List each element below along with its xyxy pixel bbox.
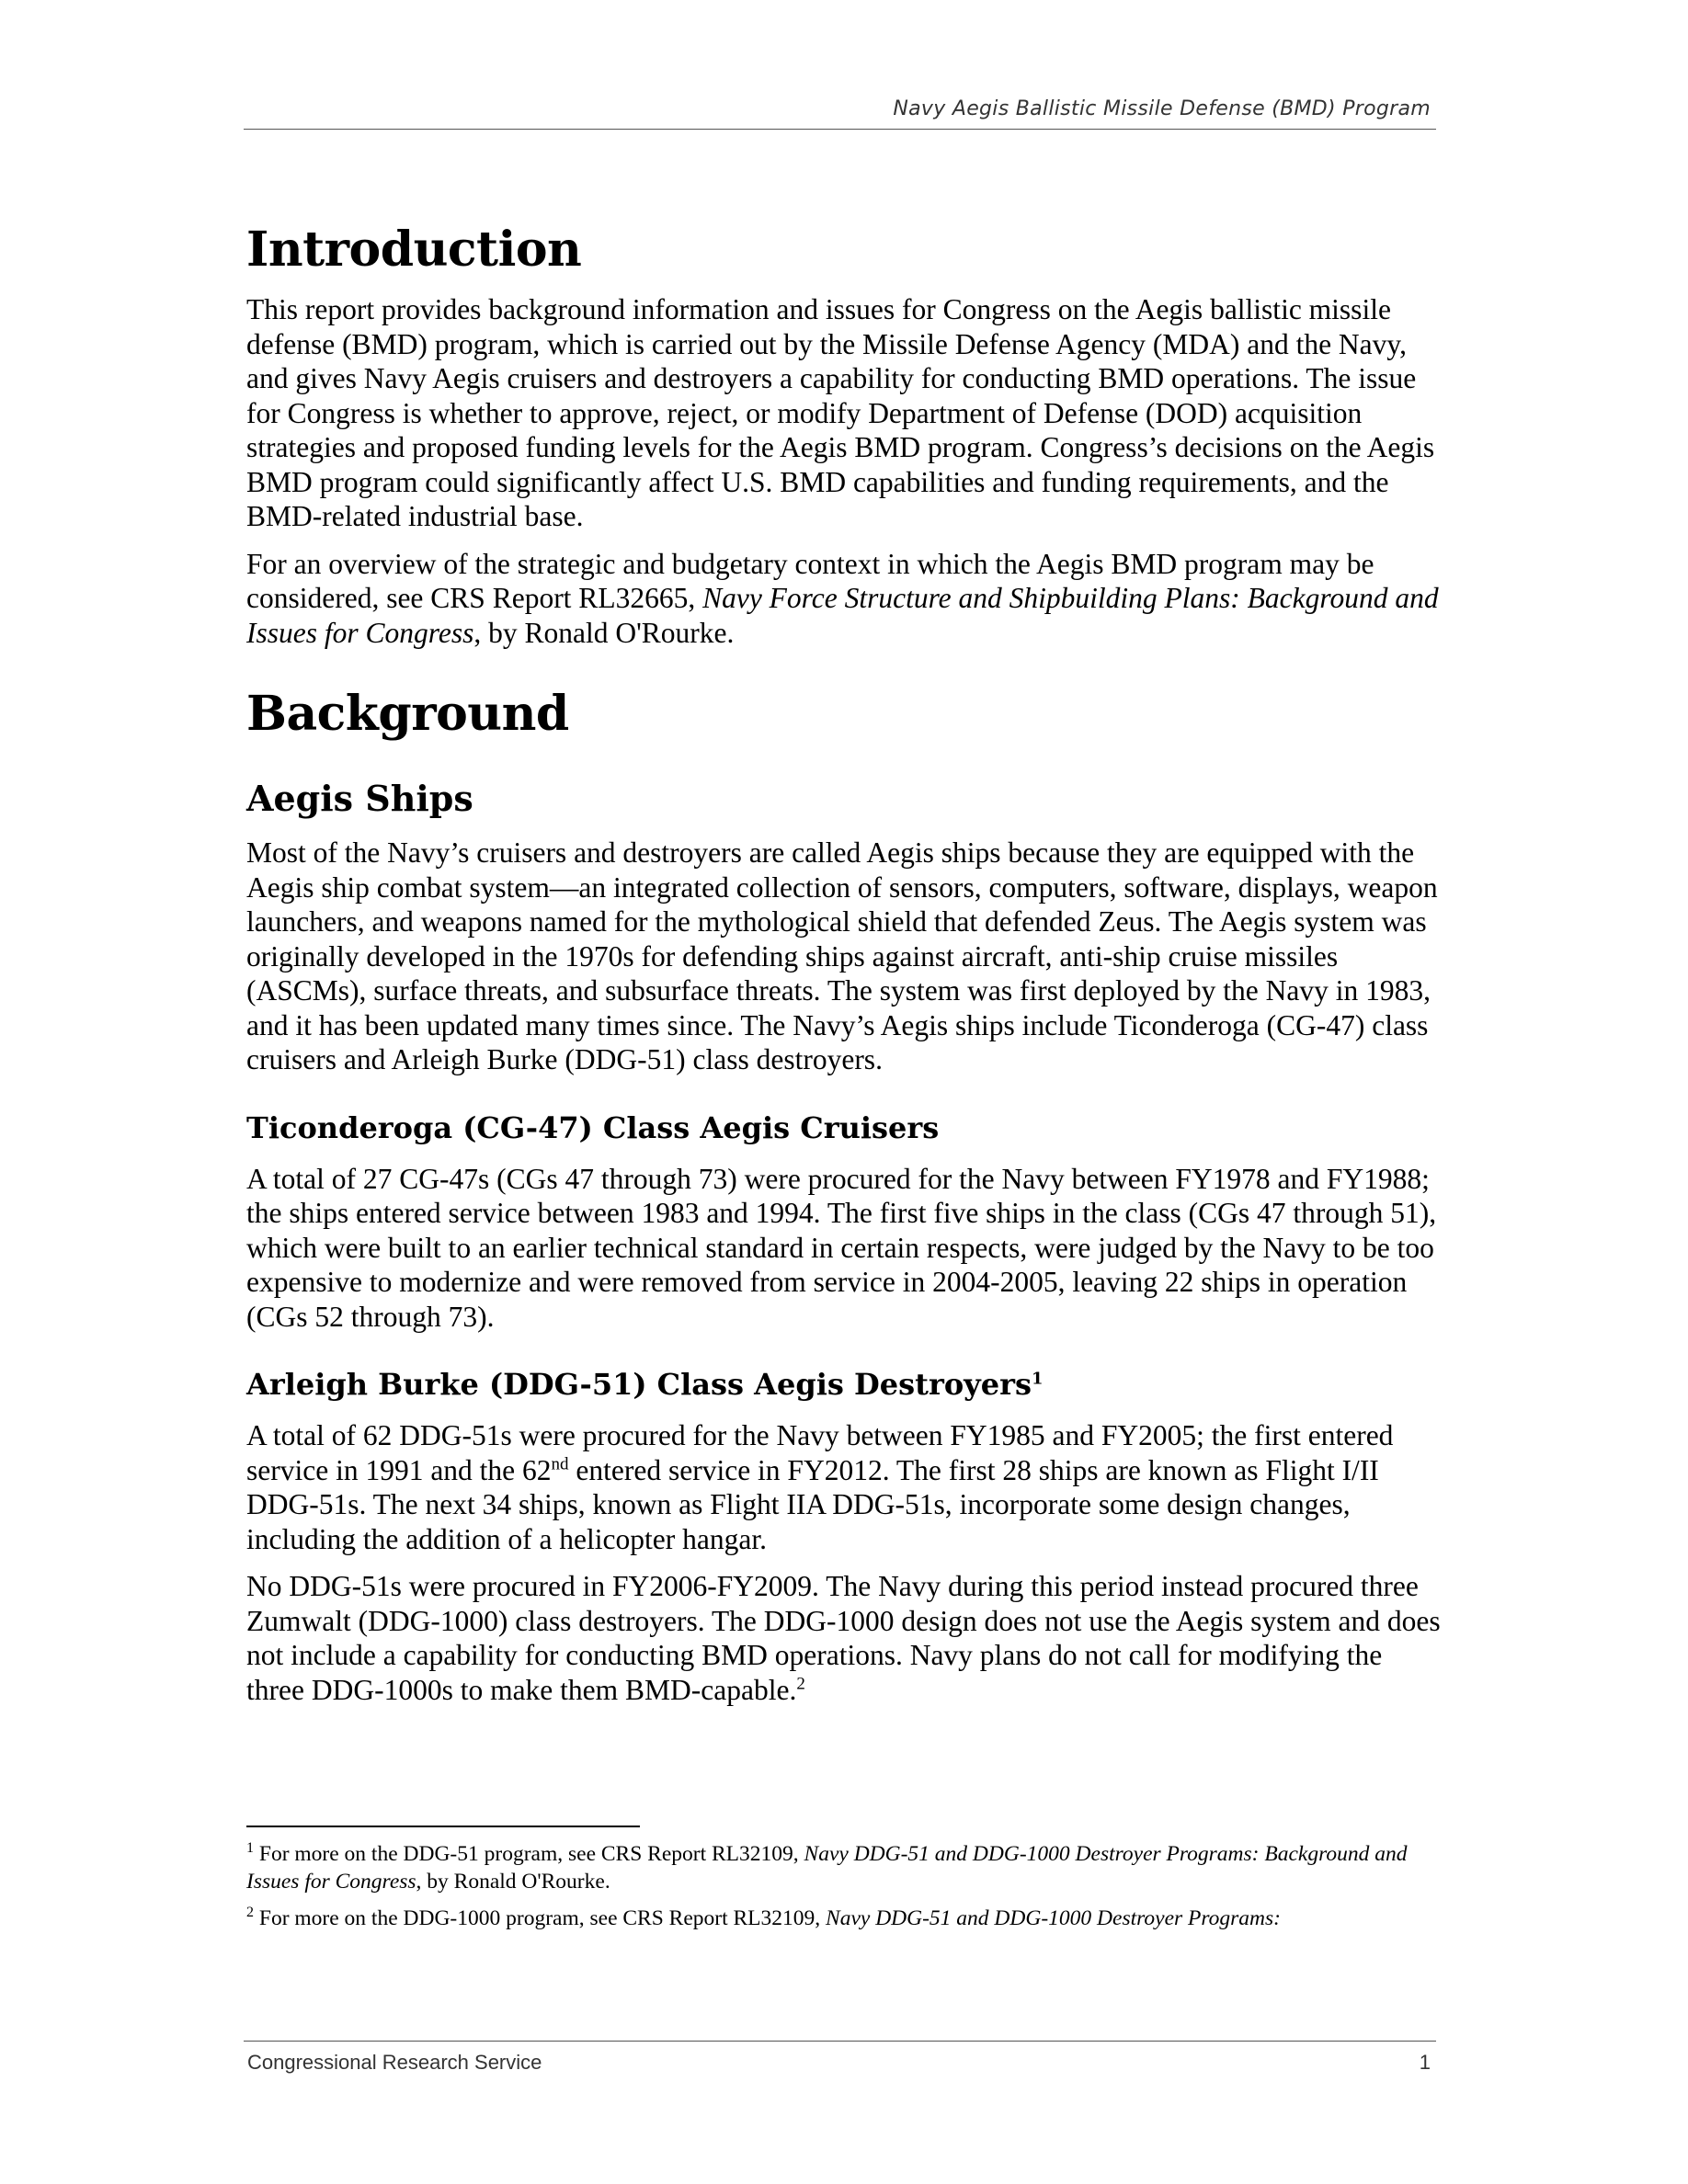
- aegis-ships-paragraph: Most of the Navy’s cruisers and destroyers are called Aegis ships because they are equipped with the Aegis ship combat system—an integrated collection of sensors, computers, software, displays, weapon launchers, and weapons named for the mythological shield that defended Zeus. The Aegis system was originally developed in the 1970s for defending ships against aircraft, anti-ship cruise missiles (ASCMs), surface threats, and subsurface threats. The system was first deployed by the Navy in 1983, and it has been updated many times since. The Navy’s Aegis ships include Ticonderoga (CG-47) class cruisers and Arleigh Burke (DDG-51) class destroyers.: [246, 836, 1438, 1075]
- ticonderoga-heading: Ticonderoga (CG-47) Class Aegis Cruisers: [246, 1109, 940, 1145]
- footnote-1: [246, 1840, 1442, 1895]
- aegis-ships-heading: Aegis Ships: [246, 778, 473, 819]
- arleigh-burke-paragraph-2: [246, 1569, 1442, 1707]
- footnotes: [246, 1840, 1442, 1941]
- arleigh-burke-heading-text: Arleigh Burke (DDG-51) Class Aegis Destroyers: [246, 1367, 1032, 1402]
- ordinal-suffix: nd: [551, 1454, 569, 1473]
- footnote-text-end: , by Ronald O'Rourke.: [416, 1870, 610, 1894]
- footnote-number: 1: [246, 1840, 254, 1857]
- footnote-2: [246, 1905, 1442, 1932]
- intro-p2-text: For an overview of the strategic and budgetary context in which the Aegis BMD program may be considered, see CRS Report RL32665,: [246, 547, 1374, 614]
- ticonderoga-paragraph: A total of 27 CG-47s (CGs 47 through 73) were procured for the Navy between FY1978 and FY1988; the ships entered service between 1983 and 1994. The first five ships in the class (CGs 47 through 51), which were built to an earlier technical standard in certain respects, were judged by the Navy to be too expensive to modernize and were removed from service in 2004-2005, leaving 22 ships in operation (CGs 52 through 73).: [246, 1162, 1437, 1333]
- intro-p2-text-end: , by Ronald O'Rourke.: [473, 616, 735, 649]
- arleigh-burke-paragraph-1: [246, 1418, 1442, 1556]
- ab-p1-text: A total of 62 DDG-51s were procured for the Navy between FY1985 and FY2005; the first entered service in 1991 and the 62: [246, 1419, 1394, 1486]
- ab-p1-text-end: entered service in FY2012. The first 28 ships are known as Flight I/II DDG-51s. The next 34 ships, known as Flight IIA DDG-51s, incorporate some design changes, including the addition of a helicopter hangar.: [246, 1453, 1379, 1555]
- footnote-number: 2: [246, 1905, 254, 1921]
- intro-paragraph-1: This report provides background information and issues for Congress on the Aegis ballistic missile defense (BMD) program, which is carried out by the Missile Defense Agency (MDA) and the Navy, and gives Navy Aegis cruisers and destroyers a capability for conducting BMD operations. The issue for Congress is whether to approve, reject, or modify Department of Defense (DOD) acquisition strategies and proposed funding levels for the Aegis BMD program. Congress’s decisions on the Aegis BMD program could significantly affect U.S. BMD capabilities and funding requirements, and the BMD-related industrial base.: [246, 293, 1435, 532]
- footnote-ref-1[interactable]: 1: [1031, 1369, 1044, 1389]
- introduction-heading: Introduction: [246, 222, 582, 278]
- report-title-citation: Navy Force Structure and Shipbuilding Plans: Background and Issues for Congress: [246, 582, 1439, 649]
- footnote-text: For more on the DDG-51 program, see CRS Report RL32109,: [254, 1842, 804, 1866]
- arleigh-burke-heading: [246, 1365, 1442, 1404]
- footnote-citation-title: Navy DDG-51 and DDG-1000 Destroyer Programs: Background and Issues for Congress: [246, 1842, 1408, 1894]
- running-title: Navy Aegis Ballistic Missile Defense (BMD) Program: [893, 97, 1431, 120]
- page-body: [246, 221, 1442, 1720]
- page-footer: [244, 2041, 1436, 2078]
- background-heading: Background: [246, 686, 569, 742]
- footnote-ref-2[interactable]: 2: [796, 1674, 805, 1693]
- footnote-text: For more on the DDG-1000 program, see CRS Report RL32109,: [254, 1906, 827, 1930]
- footer-publisher: Congressional Research Service: [247, 2051, 542, 2074]
- ab-p2-text: No DDG-51s were procured in FY2006-FY2009. The Navy during this period instead procured three Zumwalt (DDG-1000) class destroyers. The DDG-1000 design does not use the Aegis system and does not include a capability for conducting BMD operations. Navy plans do not call for modifying the three DDG-1000s to make them BMD-capable.: [246, 1570, 1441, 1706]
- running-header: [244, 94, 1436, 130]
- intro-paragraph-2: [246, 547, 1442, 651]
- page-number: 1: [1419, 2051, 1431, 2074]
- footnote-citation-title: Navy DDG-51 and DDG-1000 Destroyer Programs:: [826, 1906, 1281, 1930]
- footnote-separator: [246, 1826, 640, 1827]
